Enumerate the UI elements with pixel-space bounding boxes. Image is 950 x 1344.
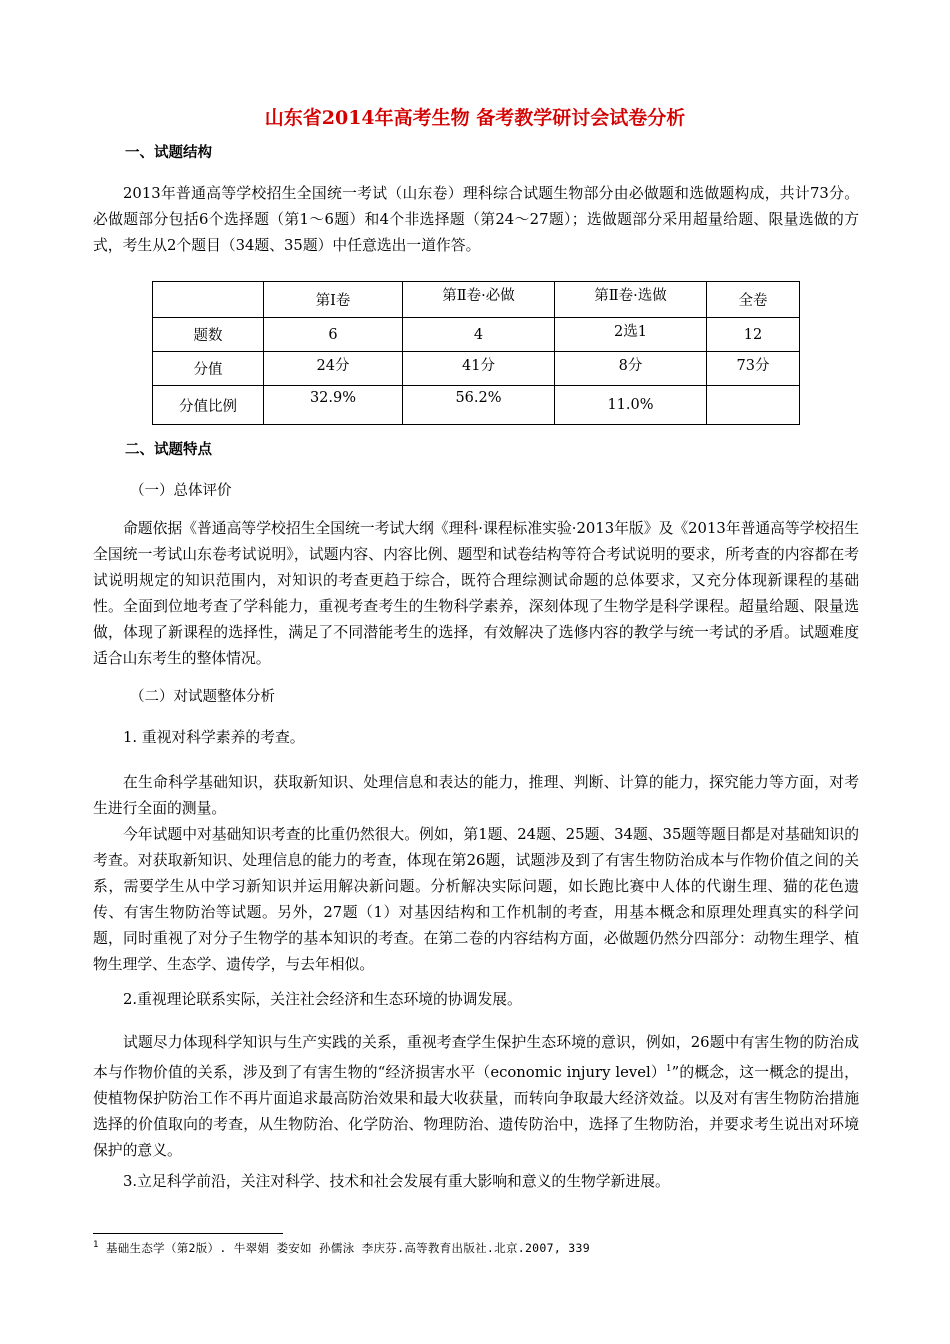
paragraph-point1-b: 今年试题中对基础知识考查的比重仍然很大。例如，第1题、24题、25题、34题、35题等题目都是对基础知识的考查。对获取新知识、处理信息的能力的考查，体现在第26题，试题涉及到了有害生物防治成本与作物价值之间的关系，需要学生从中学习新知识并运用解决新问题。分析解决实际问题，如长跑比赛中人体的代谢生理、猫的花色遗传、有害生物防治等试题。另外，27题（1）对基因结构和工作机制的考查，用基本概念和原理处理真实的科学问题，同时重视了对分子生物学的基本知识的考查。在第二卷的内容结构方面，必做题仍然分四部分：动物生理学、植物生理学、生态学、遗传学，与去年相似。 bbox=[93, 826, 859, 973]
paragraph-structure: 2013年普通高等学校招生全国统一考试（山东卷）理科综合试题生物部分由必做题和选做题构成，共计73分。必做题部分包括6个选择题（第1～6题）和4个非选择题（第24～27题）；选做题部分采用超量给题、限量选做的方式，考生从2个题目（34题、35题）中任意选出一道作答。 bbox=[93, 185, 859, 254]
table-cell: 分值 bbox=[153, 352, 264, 386]
table-cell: 32.9% bbox=[264, 386, 403, 425]
table-header-cell bbox=[153, 282, 264, 318]
subheading-analysis: （二）对试题整体分析 bbox=[130, 689, 275, 705]
table-cell: 12 bbox=[707, 318, 800, 352]
paragraph-point2-text-a: 试题尽力体现科学知识与生产实践的关系，重视考查学生保护生态环境的意识，例如，26题中有害生物的防治成本与作物价值的关系，涉及到了有害生物的“经济损害水平（economic injury level） bbox=[93, 1034, 859, 1081]
table-cell: 6 bbox=[264, 318, 403, 352]
paragraph-point1-a: 在生命科学基础知识，获取新知识、处理信息和表达的能力，推理、判断、计算的能力，探究能力等方面，对考生进行全面的测量。 bbox=[93, 774, 859, 817]
table-cell: 11.0% bbox=[555, 386, 707, 425]
table-cell: 分值比例 bbox=[153, 386, 264, 425]
point-1: 1. 重视对科学素养的考查。 bbox=[123, 729, 305, 746]
table-row bbox=[153, 318, 800, 352]
document-title: 山东省2014年高考生物 备考教学研讨会试卷分析 bbox=[264, 107, 686, 129]
paragraph-point2-text-b: ”的概念，这一概念的提出，使植物保护防治工作不再片面追求最高防治效果和最大收获量，而转向争取最大经济效益。以及对有害生物防治措施选择的价值取向的考查，从生物防治、化学防治、物理防治、遗传防治中，选择了生物防治，并要求考生说出对环境保护的意义。 bbox=[93, 1063, 859, 1159]
section-heading-structure: 一、试题结构 bbox=[125, 144, 212, 161]
subheading-overall: （一）总体评价 bbox=[130, 483, 232, 499]
table-header-cell: 全卷 bbox=[707, 282, 800, 318]
table-row bbox=[153, 386, 800, 425]
table-cell: 4 bbox=[403, 318, 555, 352]
table-header-row bbox=[153, 282, 800, 318]
table-header-cell: 第Ⅱ卷·必做 bbox=[403, 282, 555, 318]
footnote-mark: 1 bbox=[93, 1240, 99, 1251]
footnote-text: 基础生态学（第2版）. 牛翠娟 娄安如 孙儒泳 李庆芬.高等教育出版社.北京.2007, 339 bbox=[105, 1241, 590, 1255]
table-header-cell: 第Ⅱ卷·选做 bbox=[555, 282, 707, 318]
footnote bbox=[93, 1240, 590, 1256]
table-cell: 73分 bbox=[707, 352, 800, 386]
footnote-ref[interactable]: 1 bbox=[665, 1064, 672, 1074]
table-cell: 41分 bbox=[403, 352, 555, 386]
table-cell: 8分 bbox=[555, 352, 707, 386]
score-table bbox=[152, 281, 800, 425]
section-heading-features: 二、试题特点 bbox=[125, 441, 212, 458]
table-cell: 24分 bbox=[264, 352, 403, 386]
footnote-divider bbox=[93, 1233, 283, 1234]
table-cell bbox=[707, 386, 800, 425]
table-cell: 题数 bbox=[153, 318, 264, 352]
table-header-cell: 第Ⅰ卷 bbox=[264, 282, 403, 318]
point-3: 3.立足科学前沿，关注对科学、技术和社会发展有重大影响和意义的生物学新进展。 bbox=[123, 1173, 670, 1190]
paragraph-overall: 命题依据《普通高等学校招生全国统一考试大纲《理科·课程标准实验·2013年版》及《2013年普通高等学校招生全国统一考试山东卷考试说明》，试题内容、内容比例、题型和试卷结构等符合考试说明的要求，所考查的内容都在考试说明规定的知识范围内，对知识的考查更趋于综合，既符合理综测试命题的总体要求，又充分体现新课程的基础性。全面到位地考查了学科能力，重视考查考生的生物科学素养，深刻体现了生物学是科学课程。超量给题、限量选做，体现了新课程的选择性，满足了不同潜能考生的选择，有效解决了选修内容的教学与统一考试的矛盾。试题难度适合山东考生的整体情况。 bbox=[93, 520, 859, 667]
paragraph-point2 bbox=[93, 1030, 859, 1164]
point-2: 2.重视理论联系实际，关注社会经济和生态环境的协调发展。 bbox=[123, 991, 522, 1008]
table-cell: 56.2% bbox=[403, 386, 555, 425]
table-row bbox=[153, 352, 800, 386]
table-cell: 2选1 bbox=[555, 318, 707, 352]
